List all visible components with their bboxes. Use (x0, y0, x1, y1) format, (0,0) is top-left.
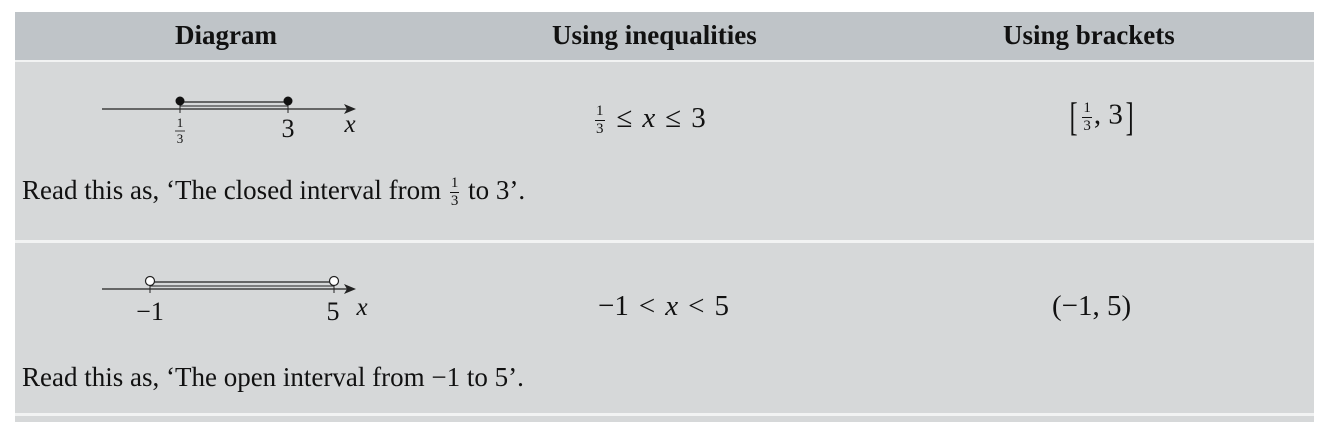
inequality-variable: x (665, 290, 679, 322)
axis-label-x: x (356, 294, 368, 321)
bracket-notation-open (1052, 290, 1131, 323)
bracket-fraction-numerator: 1 (1083, 99, 1091, 116)
open-endpoint-left (146, 277, 155, 286)
reading-text-before: Read this as, ‘The closed interval from (22, 175, 448, 205)
inequality-op-right: ≤ (665, 102, 682, 134)
reading-text-after: to 3’. (461, 175, 526, 205)
interval-notation-table (15, 12, 1314, 422)
closed-endpoint-right (284, 97, 293, 106)
bracket-separator: , (1093, 98, 1102, 131)
tick-label-left: −1 (136, 297, 164, 326)
open-interval-reading (22, 362, 524, 393)
fraction-numerator: 1 (596, 102, 604, 119)
open-square-bracket: [ (1069, 94, 1078, 139)
inequality-right-bound: 5 (714, 290, 729, 322)
inequality-op-right: < (688, 290, 705, 322)
inequality-left-bound: −1 (598, 290, 629, 322)
inequality-closed (593, 102, 706, 137)
inequality-open (598, 290, 729, 323)
fraction-denominator: 3 (596, 120, 604, 137)
bracket-notation-text: (−1, 5) (1052, 290, 1132, 322)
closed-interval-reading (22, 175, 525, 209)
open-endpoint-right (330, 277, 339, 286)
bracket-notation-closed (1067, 94, 1136, 139)
tick-label-right: 3 (281, 114, 295, 143)
inequality-right-bound: 3 (691, 102, 706, 134)
reading-fraction-numerator: 1 (450, 175, 459, 192)
header-diagram: Diagram (175, 20, 277, 50)
tick-label-left-denominator: 3 (176, 131, 184, 146)
header-inequalities: Using inequalities (552, 20, 757, 50)
bracket-fraction (1082, 101, 1092, 134)
inequality-fraction (595, 104, 605, 137)
closed-endpoint-left (176, 97, 185, 106)
tick-label-left-numerator: 1 (176, 115, 184, 130)
tick-label-right: 5 (326, 297, 340, 326)
table-header (15, 12, 1314, 60)
inequality-op-left: < (638, 290, 656, 322)
inequality-op-left: ≤ (616, 102, 633, 134)
bracket-fraction-denominator: 3 (1083, 117, 1091, 134)
open-interval-number-line (100, 265, 370, 335)
header-brackets: Using brackets (1003, 20, 1175, 50)
reading-fraction-denominator: 3 (450, 193, 459, 210)
closed-interval-number-line (100, 82, 370, 152)
table-row-closed-interval (15, 62, 1314, 240)
bracket-right-bound: 3 (1108, 98, 1123, 131)
close-square-bracket: ] (1125, 94, 1134, 139)
reading-fraction (450, 176, 460, 209)
table-row-open-interval (15, 243, 1314, 413)
reading-text: Read this as, ‘The open interval from −1 to 5’. (22, 362, 524, 392)
axis-label-x: x (344, 111, 356, 138)
table-row-partial (15, 416, 1314, 422)
inequality-variable: x (642, 102, 656, 134)
